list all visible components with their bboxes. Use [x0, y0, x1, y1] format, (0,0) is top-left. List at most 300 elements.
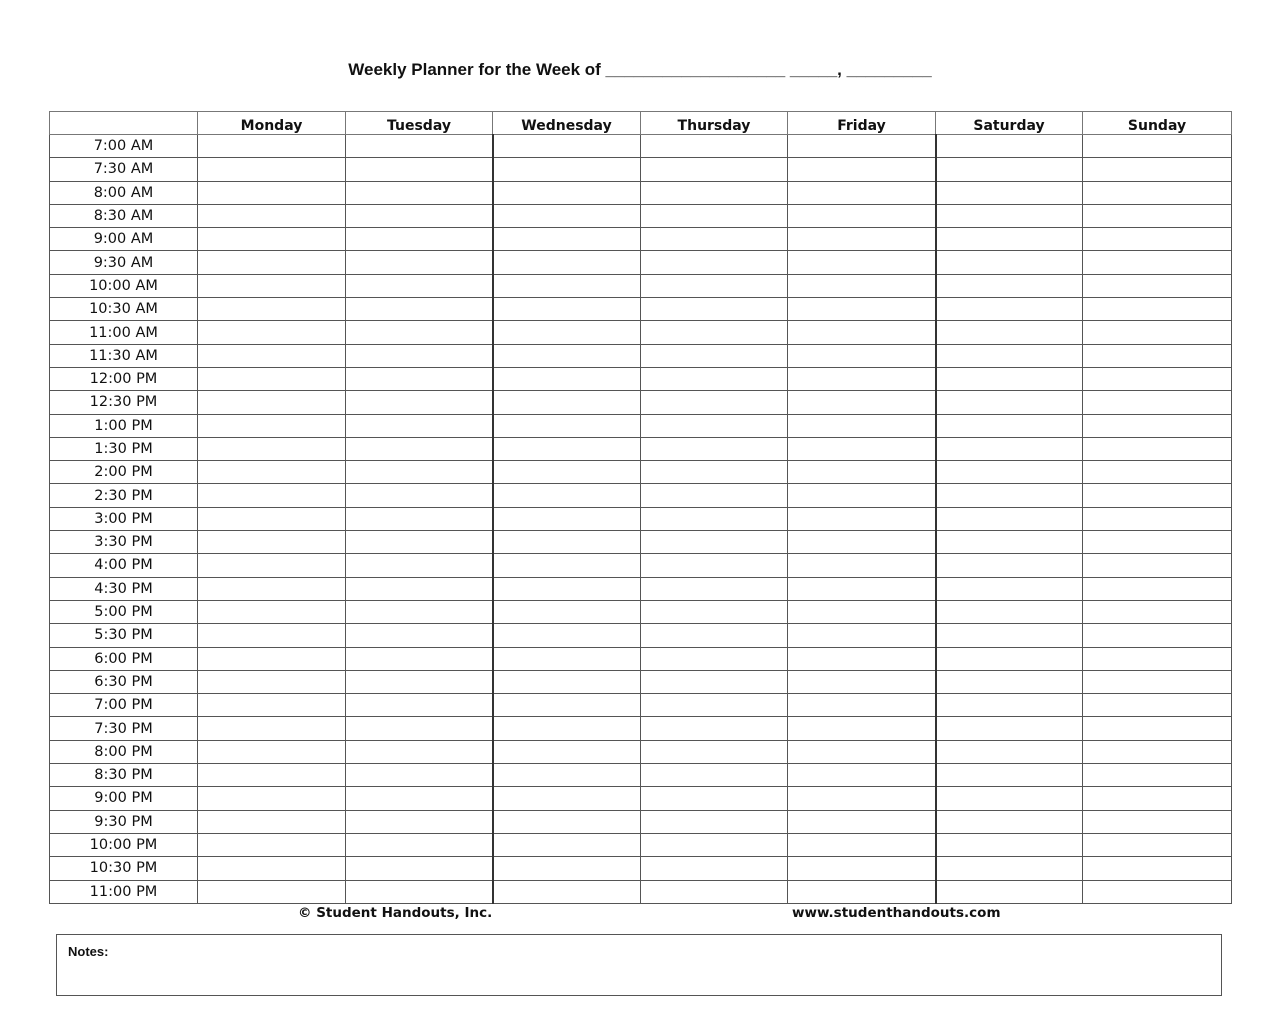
planner-cell[interactable]	[493, 810, 641, 833]
planner-cell[interactable]	[641, 717, 788, 740]
planner-cell[interactable]	[1083, 670, 1232, 693]
planner-cell[interactable]	[936, 764, 1083, 787]
planner-cell[interactable]	[493, 298, 641, 321]
planner-cell[interactable]	[493, 857, 641, 880]
planner-cell[interactable]	[641, 670, 788, 693]
table-row	[50, 321, 1232, 344]
planner-cell[interactable]	[641, 694, 788, 717]
copyright-text: © Student Handouts, Inc.	[298, 905, 493, 921]
table-row	[50, 717, 1232, 740]
planner-cell[interactable]	[493, 391, 641, 414]
planner-cell[interactable]	[1083, 577, 1232, 600]
planner-cell[interactable]	[198, 833, 346, 856]
planner-cell[interactable]	[788, 274, 936, 297]
planner-cell[interactable]	[788, 251, 936, 274]
page-title: Weekly Planner for the Week of ___________________ _____, _________	[348, 60, 932, 79]
planner-cell[interactable]	[493, 158, 641, 181]
planner-cell[interactable]	[493, 135, 641, 158]
planner-cell[interactable]	[346, 647, 493, 670]
planner-cell[interactable]	[936, 344, 1083, 367]
planner-cell[interactable]	[936, 298, 1083, 321]
planner-cell[interactable]	[1083, 554, 1232, 577]
planner-cell[interactable]	[198, 740, 346, 763]
planner-cell[interactable]	[641, 600, 788, 623]
planner-cell[interactable]	[1083, 717, 1232, 740]
planner-cell[interactable]	[1083, 857, 1232, 880]
planner-cell[interactable]	[936, 600, 1083, 623]
planner-cell[interactable]	[1083, 740, 1232, 763]
planner-cell[interactable]	[641, 228, 788, 251]
planner-cell[interactable]	[936, 274, 1083, 297]
table-row	[50, 810, 1232, 833]
planner-cell[interactable]	[346, 298, 493, 321]
time-label: 1:00 PM	[50, 414, 198, 437]
time-label: 10:00 PM	[50, 833, 198, 856]
table-row	[50, 624, 1232, 647]
planner-cell[interactable]	[198, 507, 346, 530]
planner-cell[interactable]	[346, 764, 493, 787]
planner-cell[interactable]	[493, 717, 641, 740]
planner-cell[interactable]	[493, 577, 641, 600]
planner-cell[interactable]	[641, 321, 788, 344]
planner-cell[interactable]	[346, 414, 493, 437]
planner-cell[interactable]	[936, 507, 1083, 530]
planner-cell[interactable]	[1083, 391, 1232, 414]
planner-cell[interactable]	[936, 787, 1083, 810]
planner-cell[interactable]	[641, 461, 788, 484]
planner-cell[interactable]	[493, 181, 641, 204]
planner-cell[interactable]	[346, 600, 493, 623]
table-row	[50, 531, 1232, 554]
planner-cell[interactable]	[936, 321, 1083, 344]
planner-cell[interactable]	[346, 624, 493, 647]
table-row	[50, 251, 1232, 274]
planner-cell[interactable]	[936, 740, 1083, 763]
table-row	[50, 764, 1232, 787]
planner-cell[interactable]	[1083, 810, 1232, 833]
planner-cell[interactable]	[198, 391, 346, 414]
planner-cell[interactable]	[493, 367, 641, 390]
planner-cell[interactable]	[936, 251, 1083, 274]
planner-cell[interactable]	[493, 670, 641, 693]
planner-cell[interactable]	[493, 461, 641, 484]
planner-cell[interactable]	[346, 391, 493, 414]
planner-cell[interactable]	[198, 158, 346, 181]
table-row	[50, 298, 1232, 321]
planner-cell[interactable]	[1083, 624, 1232, 647]
planner-cell[interactable]	[641, 531, 788, 554]
planner-cell[interactable]	[346, 251, 493, 274]
table-row	[50, 740, 1232, 763]
planner-cell[interactable]	[788, 740, 936, 763]
planner-cell[interactable]	[346, 554, 493, 577]
planner-cell[interactable]	[198, 531, 346, 554]
planner-cell[interactable]	[493, 531, 641, 554]
planner-cell[interactable]	[493, 647, 641, 670]
time-label: 7:30 AM	[50, 158, 198, 181]
planner-cell[interactable]	[346, 531, 493, 554]
table-row	[50, 437, 1232, 460]
planner-cell[interactable]	[1083, 787, 1232, 810]
table-row	[50, 670, 1232, 693]
planner-cell[interactable]	[1083, 367, 1232, 390]
planner-cell[interactable]	[1083, 228, 1232, 251]
planner-cell[interactable]	[198, 554, 346, 577]
planner-cell[interactable]	[788, 717, 936, 740]
planner-cell[interactable]	[641, 484, 788, 507]
planner-cell[interactable]	[1083, 600, 1232, 623]
planner-cell[interactable]	[641, 647, 788, 670]
planner-cell[interactable]	[641, 437, 788, 460]
time-label: 12:00 PM	[50, 367, 198, 390]
planner-cell[interactable]	[788, 764, 936, 787]
planner-cell[interactable]	[788, 461, 936, 484]
planner-cell[interactable]	[198, 344, 346, 367]
planner-cell[interactable]	[493, 694, 641, 717]
planner-cell[interactable]	[936, 577, 1083, 600]
time-label: 1:30 PM	[50, 437, 198, 460]
day-header-wednesday: Wednesday	[493, 112, 641, 135]
planner-cell[interactable]	[936, 670, 1083, 693]
planner-cell[interactable]	[493, 484, 641, 507]
planner-cell[interactable]	[346, 321, 493, 344]
planner-cell[interactable]	[493, 228, 641, 251]
website-text: www.studenthandouts.com	[792, 905, 1001, 921]
planner-cell[interactable]	[936, 135, 1083, 158]
planner-cell[interactable]	[346, 158, 493, 181]
time-label: 8:30 PM	[50, 764, 198, 787]
planner-cell[interactable]	[1083, 531, 1232, 554]
planner-cell[interactable]	[346, 810, 493, 833]
planner-cell[interactable]	[493, 624, 641, 647]
planner-cell[interactable]	[641, 880, 788, 903]
planner-cell[interactable]	[198, 274, 346, 297]
planner-cell[interactable]	[493, 437, 641, 460]
table-row	[50, 694, 1232, 717]
planner-cell[interactable]	[346, 274, 493, 297]
planner-cell[interactable]	[1083, 507, 1232, 530]
planner-cell[interactable]	[936, 484, 1083, 507]
planner-cell[interactable]	[1083, 204, 1232, 227]
planner-cell[interactable]	[788, 810, 936, 833]
planner-cell[interactable]	[1083, 298, 1232, 321]
planner-cell[interactable]	[936, 857, 1083, 880]
planner-cell[interactable]	[1083, 135, 1232, 158]
planner-body	[50, 135, 1232, 904]
time-label: 6:00 PM	[50, 647, 198, 670]
planner-cell[interactable]	[493, 600, 641, 623]
table-row	[50, 577, 1232, 600]
planner-cell[interactable]	[493, 507, 641, 530]
planner-cell[interactable]	[936, 437, 1083, 460]
planner-cell[interactable]	[936, 880, 1083, 903]
planner-cell[interactable]	[1083, 251, 1232, 274]
planner-cell[interactable]	[641, 251, 788, 274]
planner-cell[interactable]	[493, 833, 641, 856]
planner-cell[interactable]	[788, 833, 936, 856]
planner-cell[interactable]	[641, 577, 788, 600]
time-label: 4:30 PM	[50, 577, 198, 600]
planner-cell[interactable]	[641, 181, 788, 204]
time-label: 8:30 AM	[50, 204, 198, 227]
planner-cell[interactable]	[936, 181, 1083, 204]
weekly-planner-table	[49, 111, 1232, 904]
planner-cell[interactable]	[788, 670, 936, 693]
planner-cell[interactable]	[346, 135, 493, 158]
planner-cell[interactable]	[198, 414, 346, 437]
planner-cell[interactable]	[198, 600, 346, 623]
planner-cell[interactable]	[198, 810, 346, 833]
planner-cell[interactable]	[1083, 158, 1232, 181]
planner-cell[interactable]	[788, 181, 936, 204]
planner-cell[interactable]	[198, 181, 346, 204]
table-row	[50, 344, 1232, 367]
planner-cell[interactable]	[936, 461, 1083, 484]
planner-cell[interactable]	[198, 204, 346, 227]
planner-cell[interactable]	[788, 600, 936, 623]
time-label: 4:00 PM	[50, 554, 198, 577]
day-header-tuesday: Tuesday	[346, 112, 493, 135]
planner-cell[interactable]	[788, 158, 936, 181]
planner-cell[interactable]	[198, 251, 346, 274]
planner-cell[interactable]	[788, 507, 936, 530]
time-label: 6:30 PM	[50, 670, 198, 693]
planner-cell[interactable]	[493, 414, 641, 437]
time-label: 9:30 PM	[50, 810, 198, 833]
planner-cell[interactable]	[346, 857, 493, 880]
planner-cell[interactable]	[788, 857, 936, 880]
planner-cell[interactable]	[641, 391, 788, 414]
planner-cell[interactable]	[346, 461, 493, 484]
planner-cell[interactable]	[198, 647, 346, 670]
planner-cell[interactable]	[198, 461, 346, 484]
time-label: 11:00 AM	[50, 321, 198, 344]
planner-cell[interactable]	[641, 764, 788, 787]
planner-cell[interactable]	[641, 158, 788, 181]
planner-cell[interactable]	[788, 344, 936, 367]
planner-cell[interactable]	[346, 833, 493, 856]
time-label: 7:00 PM	[50, 694, 198, 717]
planner-cell[interactable]	[346, 181, 493, 204]
time-label: 2:00 PM	[50, 461, 198, 484]
table-row	[50, 414, 1232, 437]
table-row	[50, 507, 1232, 530]
planner-cell[interactable]	[346, 484, 493, 507]
table-row	[50, 833, 1232, 856]
planner-cell[interactable]	[936, 414, 1083, 437]
table-row	[50, 391, 1232, 414]
planner-cell[interactable]	[198, 135, 346, 158]
planner-cell[interactable]	[493, 321, 641, 344]
planner-cell[interactable]	[1083, 181, 1232, 204]
planner-cell[interactable]	[493, 204, 641, 227]
time-label: 3:30 PM	[50, 531, 198, 554]
planner-cell[interactable]	[493, 787, 641, 810]
planner-cell[interactable]	[788, 554, 936, 577]
time-label: 7:30 PM	[50, 717, 198, 740]
planner-cell[interactable]	[198, 228, 346, 251]
planner-cell[interactable]	[788, 624, 936, 647]
table-row	[50, 857, 1232, 880]
table-row	[50, 880, 1232, 903]
planner-cell[interactable]	[788, 484, 936, 507]
time-label: 9:00 PM	[50, 787, 198, 810]
planner-cell[interactable]	[788, 367, 936, 390]
time-label: 9:30 AM	[50, 251, 198, 274]
planner-cell[interactable]	[1083, 694, 1232, 717]
planner-cell[interactable]	[1083, 880, 1232, 903]
table-row	[50, 787, 1232, 810]
planner-cell[interactable]	[641, 414, 788, 437]
planner-cell[interactable]	[198, 484, 346, 507]
table-row	[50, 181, 1232, 204]
planner-cell[interactable]	[936, 158, 1083, 181]
planner-cell[interactable]	[198, 880, 346, 903]
time-column-header	[50, 112, 198, 135]
planner-cell[interactable]	[346, 694, 493, 717]
planner-cell[interactable]	[788, 391, 936, 414]
notes-box[interactable]	[56, 934, 1222, 996]
planner-cell[interactable]	[198, 577, 346, 600]
planner-cell[interactable]	[493, 880, 641, 903]
day-header-thursday: Thursday	[641, 112, 788, 135]
planner-cell[interactable]	[641, 507, 788, 530]
planner-cell[interactable]	[641, 554, 788, 577]
planner-cell[interactable]	[788, 694, 936, 717]
planner-cell[interactable]	[198, 694, 346, 717]
planner-cell[interactable]	[936, 624, 1083, 647]
time-label: 10:30 PM	[50, 857, 198, 880]
planner-cell[interactable]	[346, 717, 493, 740]
table-row	[50, 135, 1232, 158]
table-row	[50, 274, 1232, 297]
time-label: 7:00 AM	[50, 135, 198, 158]
planner-cell[interactable]	[493, 764, 641, 787]
planner-cell[interactable]	[493, 344, 641, 367]
planner-cell[interactable]	[788, 577, 936, 600]
planner-cell[interactable]	[936, 810, 1083, 833]
day-header-monday: Monday	[198, 112, 346, 135]
planner-cell[interactable]	[788, 228, 936, 251]
planner-cell[interactable]	[788, 135, 936, 158]
time-label: 10:00 AM	[50, 274, 198, 297]
planner-cell[interactable]	[346, 880, 493, 903]
planner-cell[interactable]	[788, 298, 936, 321]
planner-cell[interactable]	[1083, 647, 1232, 670]
planner-cell[interactable]	[788, 437, 936, 460]
planner-cell[interactable]	[936, 647, 1083, 670]
planner-cell[interactable]	[936, 367, 1083, 390]
planner-cell[interactable]	[936, 531, 1083, 554]
planner-cell[interactable]	[198, 764, 346, 787]
planner-cell[interactable]	[641, 833, 788, 856]
planner-cell[interactable]	[346, 228, 493, 251]
planner-cell[interactable]	[198, 298, 346, 321]
planner-cell[interactable]	[788, 531, 936, 554]
planner-cell[interactable]	[1083, 461, 1232, 484]
table-row	[50, 647, 1232, 670]
planner-cell[interactable]	[936, 228, 1083, 251]
planner-cell[interactable]	[936, 717, 1083, 740]
planner-cell[interactable]	[493, 274, 641, 297]
table-row	[50, 600, 1232, 623]
planner-cell[interactable]	[1083, 414, 1232, 437]
planner-cell[interactable]	[936, 694, 1083, 717]
table-row	[50, 158, 1232, 181]
day-header-friday: Friday	[788, 112, 936, 135]
planner-cell[interactable]	[493, 251, 641, 274]
planner-cell[interactable]	[198, 437, 346, 460]
planner-cell[interactable]	[198, 717, 346, 740]
planner-cell[interactable]	[1083, 321, 1232, 344]
planner-cell[interactable]	[1083, 274, 1232, 297]
planner-cell[interactable]	[788, 414, 936, 437]
planner-cell[interactable]	[788, 647, 936, 670]
planner-cell[interactable]	[936, 833, 1083, 856]
planner-cell[interactable]	[493, 554, 641, 577]
planner-cell[interactable]	[936, 391, 1083, 414]
time-label: 9:00 AM	[50, 228, 198, 251]
table-row	[50, 204, 1232, 227]
planner-cell[interactable]	[788, 204, 936, 227]
planner-cell[interactable]	[346, 577, 493, 600]
planner-cell[interactable]	[641, 274, 788, 297]
planner-cell[interactable]	[1083, 764, 1232, 787]
planner-cell[interactable]	[788, 321, 936, 344]
planner-cell[interactable]	[198, 670, 346, 693]
planner-cell[interactable]	[346, 787, 493, 810]
planner-cell[interactable]	[641, 367, 788, 390]
planner-cell[interactable]	[1083, 437, 1232, 460]
planner-cell[interactable]	[346, 437, 493, 460]
planner-cell[interactable]	[936, 554, 1083, 577]
time-label: 3:00 PM	[50, 507, 198, 530]
time-label: 8:00 PM	[50, 740, 198, 763]
notes-label: Notes:	[68, 944, 109, 959]
planner-cell[interactable]	[346, 740, 493, 763]
planner-cell[interactable]	[346, 670, 493, 693]
planner-cell[interactable]	[346, 344, 493, 367]
planner-cell[interactable]	[346, 367, 493, 390]
planner-cell[interactable]	[1083, 484, 1232, 507]
planner-cell[interactable]	[641, 787, 788, 810]
planner-cell[interactable]	[198, 367, 346, 390]
planner-cell[interactable]	[198, 857, 346, 880]
table-row	[50, 228, 1232, 251]
table-row	[50, 367, 1232, 390]
planner-cell[interactable]	[641, 298, 788, 321]
planner-cell[interactable]	[198, 321, 346, 344]
table-row	[50, 461, 1232, 484]
planner-cell[interactable]	[1083, 344, 1232, 367]
planner-cell[interactable]	[1083, 833, 1232, 856]
planner-cell[interactable]	[641, 857, 788, 880]
planner-cell[interactable]	[641, 624, 788, 647]
planner-cell[interactable]	[936, 204, 1083, 227]
planner-cell[interactable]	[641, 344, 788, 367]
planner-cell[interactable]	[641, 810, 788, 833]
planner-cell[interactable]	[493, 740, 641, 763]
planner-cell[interactable]	[641, 135, 788, 158]
planner-cell[interactable]	[346, 204, 493, 227]
planner-cell[interactable]	[198, 624, 346, 647]
planner-cell[interactable]	[641, 740, 788, 763]
planner-cell[interactable]	[198, 787, 346, 810]
planner-cell[interactable]	[788, 880, 936, 903]
planner-cell[interactable]	[641, 204, 788, 227]
planner-cell[interactable]	[788, 787, 936, 810]
planner-cell[interactable]	[346, 507, 493, 530]
